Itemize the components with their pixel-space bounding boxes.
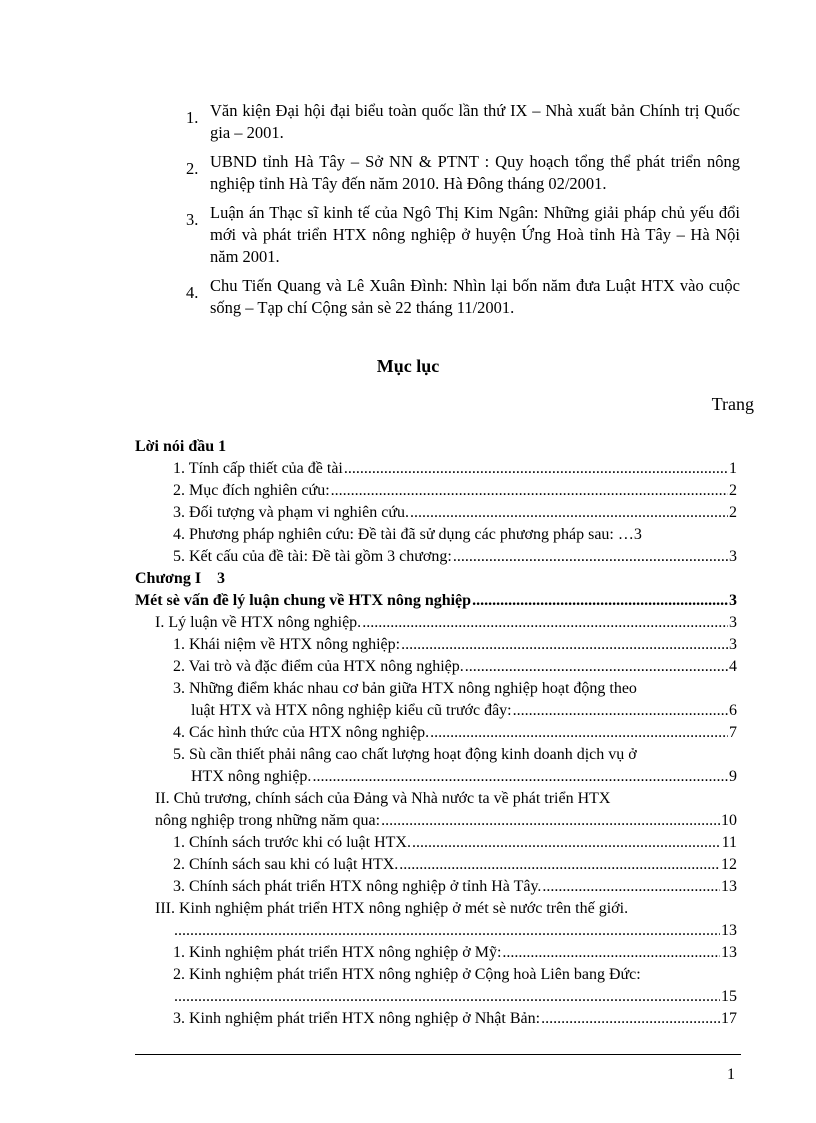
reference-text: Luận án Thạc sĩ kinh tế của Ngô Thị Kim Ngân: Những giải pháp chủ yếu đổi mới và phát triển HTX nông nghiệp ở huyện Ứng Hoà tỉnh Hà Tây – Hà Nội năm 2001.: [210, 203, 740, 266]
toc-entry-page: 6: [729, 702, 737, 719]
toc-section-line: III. Kinh nghiệm phát triển HTX nông nghiệp ở mét sè nước trên thế giới.: [155, 900, 629, 917]
toc-entry-text: 1. Khái niệm về HTX nông nghiệp:: [173, 636, 401, 653]
reference-number: 1.: [186, 108, 199, 127]
toc-chapter: Chương I 3: [135, 570, 226, 587]
reference-text: Chu Tiến Quang và Lê Xuân Đình: Nhìn lại bốn năm đưa Luật HTX vào cuộc sống – Tạp chí Cộng sản sè 22 tháng 11/2001.: [210, 276, 740, 317]
toc-entry-text: luật HTX và HTX nông nghiệp kiểu cũ trước đây:: [191, 702, 512, 719]
toc-entry[interactable]: [135, 766, 737, 788]
toc-entry-page: 3: [729, 636, 737, 653]
toc-entry-text: 5. Kết cấu của đề tài: Đề tài gồm 3 chương:: [173, 548, 452, 565]
reference-text: UBND tỉnh Hà Tây – Sở NN & PTNT : Quy hoạch tổng thể phát triển nông nghiệp tỉnh Hà Tây đến năm 2010. Hà Đông tháng 02/2001.: [210, 152, 740, 193]
toc-entry-text: 2. Vai trò và đặc điểm của HTX nông nghiệp.: [173, 658, 464, 675]
toc-entry-page: 3: [729, 614, 737, 631]
toc-entry-text: 3. Đối tượng và phạm vi nghiên cứu.: [173, 504, 409, 521]
toc-entry-page: 11: [721, 834, 737, 851]
toc-entry-text: 1. Kinh nghiệm phát triển HTX nông nghiệp ở Mỹ:: [173, 944, 502, 961]
reference-item: [180, 100, 740, 144]
toc-entry-text: nông nghiệp trong những năm qua:: [155, 812, 381, 829]
toc-entry-page: 3: [729, 548, 737, 565]
reference-number: 4.: [186, 283, 199, 302]
toc-section[interactable]: [135, 810, 737, 832]
toc-entry[interactable]: [135, 458, 737, 480]
toc-entry-text: 1. Tính cấp thiết của đề tài: [173, 460, 343, 477]
toc-entry-text: 4. Phương pháp nghiên cứu: Đề tài đã sử dụng các phương pháp sau: …: [173, 526, 634, 543]
toc-entry-text: 4. Các hình thức của HTX nông nghiệp.: [173, 724, 430, 741]
toc-entry-page: 3: [729, 592, 737, 609]
toc-entry[interactable]: [135, 942, 737, 964]
toc-entry-page: 1: [729, 460, 737, 477]
toc-entry[interactable]: [135, 480, 737, 502]
toc-entry-page: 15: [721, 988, 737, 1005]
toc-entry-text: 1. Chính sách trước khi có luật HTX.: [173, 834, 411, 851]
reference-text: Văn kiện Đại hội đại biểu toàn quốc lần thứ IX – Nhà xuất bản Chính trị Quốc gia – 2001.: [210, 101, 740, 142]
toc-entry-page: 7: [729, 724, 737, 741]
toc-entry-page: 12: [721, 856, 737, 873]
toc-entry-page: 3: [633, 526, 642, 543]
toc-preface: Lời nói đầu 1: [135, 438, 227, 455]
page-column-label: Trang: [711, 394, 754, 414]
toc-entry[interactable]: [135, 700, 737, 722]
toc-entry-page: 13: [721, 878, 737, 895]
toc-entry-page: 13: [721, 922, 737, 939]
toc-entry[interactable]: [135, 546, 737, 568]
reference-item: [180, 275, 740, 319]
toc-entry[interactable]: [135, 722, 737, 744]
toc-entry-line: 5. Sù cần thiết phải nâng cao chất lượng hoạt động kinh doanh dịch vụ ở: [173, 746, 637, 763]
toc-entry[interactable]: [135, 1008, 737, 1030]
toc-entry-page: 13: [721, 944, 737, 961]
reference-number: 3.: [186, 210, 199, 229]
toc-entry[interactable]: [135, 854, 737, 876]
toc-entry-text: HTX nông nghiệp.: [191, 768, 312, 785]
toc-entry[interactable]: [135, 986, 737, 1008]
toc-section[interactable]: [135, 612, 737, 634]
toc-entry-line: 3. Những điểm khác nhau cơ bản giữa HTX nông nghiệp hoạt động theo: [173, 680, 637, 697]
reference-number: 2.: [186, 159, 199, 178]
toc-entry[interactable]: [135, 876, 737, 898]
toc-chapter-title[interactable]: [135, 590, 737, 612]
page-number: 1: [727, 1066, 735, 1083]
toc-entry[interactable]: [135, 524, 737, 546]
toc-entry[interactable]: [135, 832, 737, 854]
toc-section[interactable]: [135, 920, 737, 942]
toc-entry-line: 2. Kinh nghiệm phát triển HTX nông nghiệp ở Cộng hoà Liên bang Đức:: [173, 966, 641, 983]
toc-section-line: II. Chủ trương, chính sách của Đảng và Nhà nước ta về phát triển HTX: [155, 790, 611, 807]
reference-list: [180, 100, 740, 326]
toc-entry-page: 10: [721, 812, 737, 829]
toc-entry-text: Mét sè vấn đề lý luận chung về HTX nông nghiệp: [135, 592, 472, 609]
toc-entry-text: 3. Chính sách phát triển HTX nông nghiệp ở tỉnh Hà Tây.: [173, 878, 542, 895]
reference-item: [180, 202, 740, 268]
toc-entry-page: 17: [721, 1010, 737, 1027]
toc-entry-text: I. Lý luận về HTX nông nghiệp.: [155, 614, 362, 631]
reference-item: [180, 151, 740, 195]
toc-entry-page: 2: [729, 482, 737, 499]
toc-entry-text: 3. Kinh nghiệm phát triển HTX nông nghiệp ở Nhật Bản:: [173, 1010, 541, 1027]
toc-entry[interactable]: [135, 656, 737, 678]
table-of-contents: [135, 436, 737, 1030]
toc-entry[interactable]: [135, 634, 737, 656]
toc-entry-page: 9: [729, 768, 737, 785]
toc-title: Mục lục: [376, 356, 440, 376]
toc-entry-page: 4: [729, 658, 737, 675]
toc-entry-page: 2: [729, 504, 737, 521]
footer-rule: [135, 1054, 741, 1055]
toc-entry-text: 2. Chính sách sau khi có luật HTX.: [173, 856, 399, 873]
toc-entry-text: 2. Mục đích nghiên cứu:: [173, 482, 330, 499]
toc-entry[interactable]: [135, 502, 737, 524]
